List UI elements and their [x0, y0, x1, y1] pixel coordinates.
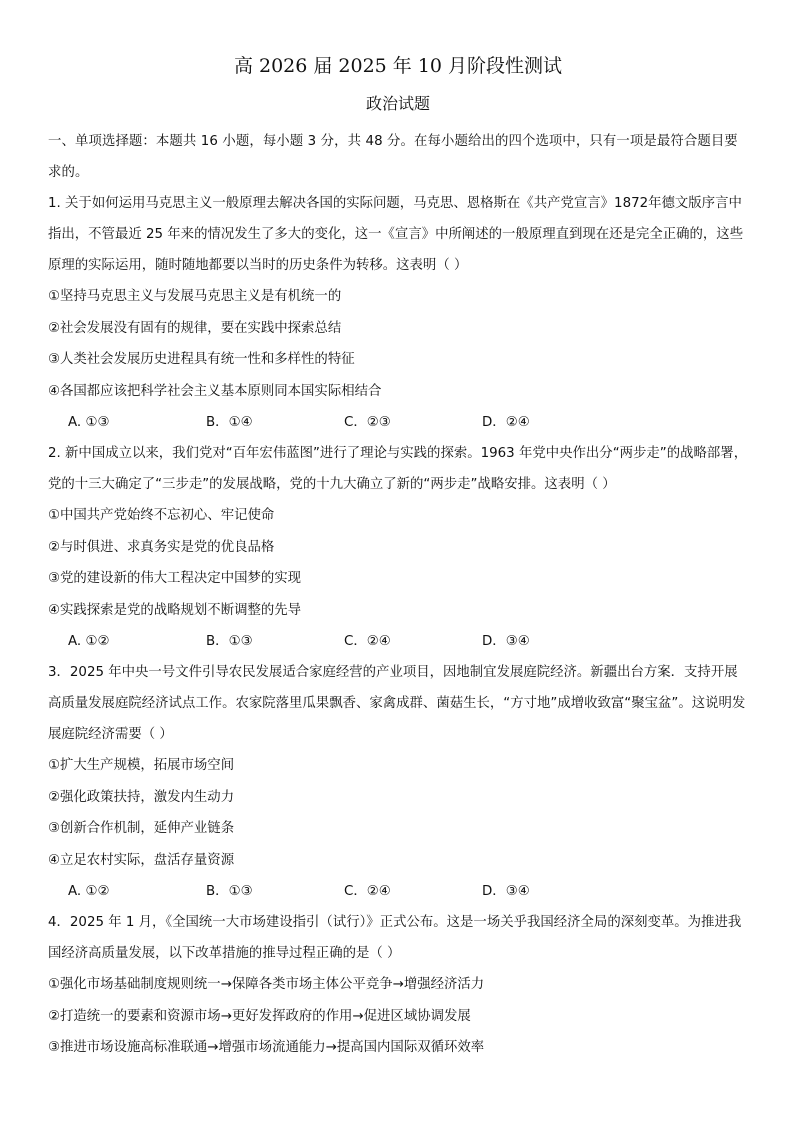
statement-option: ①强化市场基础制度规则统一→保障各类市场主体公平竞争→增强经济活力: [48, 977, 485, 992]
answer-choices: [68, 626, 748, 657]
choice-c: C．②③: [344, 415, 391, 430]
statement-option: ③人类社会发展历史进程具有统一性和多样性的特征: [48, 352, 355, 367]
statement-option: ③推进市场设施高标准联通→增强市场流通能力→提高国内国际双循环效率: [48, 1040, 485, 1055]
question-3: [48, 657, 748, 907]
choice-a: A. ①②: [68, 634, 110, 649]
choice-a: A. ①③: [68, 415, 110, 430]
statement-option: ①坚持马克思主义与发展马克思主义是有机统一的: [48, 289, 342, 304]
choice-c: C．②④: [344, 884, 391, 899]
choice-d: D．③④: [482, 884, 530, 899]
choice-b: B．①③: [206, 884, 253, 899]
question-stem: 4．2025 年 1 月，《全国统一大市场建设指引（试行）》正式公布。这是一场关乎我国经济全局的深刻变革。为推进我国经济高质量发展，以下改革措施的推导过程正确的是（ ）: [48, 915, 742, 961]
exam-page: [48, 52, 748, 1064]
question-stem: 1. 关于如何运用马克思主义一般原理去解决各国的实际问题，马克思、恩格斯在《共产党宣言》1872年德文版序言中指出，不管最近 25 年来的情况发生了多大的变化，这一《宣言》中所阐述的一般原理直到现在还是完全正确的，这些原理的实际运用，随时随地都要以当时的历史条件为转移。这表明（ ）: [48, 196, 744, 273]
answer-choices: [68, 876, 748, 907]
statement-option: ④立足农村实际，盘活存量资源: [48, 852, 235, 868]
question-2: [48, 438, 748, 657]
section-heading: 一、单项选择题：本题共 16 小题，每小题 3 分，共 48 分。在每小题给出的四个选项中，只有一项是最符合题目要求的。: [48, 134, 738, 180]
choice-b: B．①③: [206, 634, 253, 649]
statement-option: ②与时俱进、求真务实是党的优良品格: [48, 539, 275, 555]
statement-option: ①中国共产党始终不忘初心、牢记使命: [48, 508, 275, 523]
question-stem: 2. 新中国成立以来，我们党对“百年宏伟蓝图”进行了理论与实践的探索。1963 年党中央作出分“两步走”的战略部署，党的十三大确定了“三步走”的发展战略，党的十九大确立了新的“两步走”战略安排。这表明（ ）: [48, 446, 748, 492]
statement-option: ②打造统一的要素和资源市场→更好发挥政府的作用→促进区域协调发展: [48, 1008, 471, 1024]
exam-subject: 政治试题: [365, 94, 430, 113]
question-4: [48, 907, 748, 1064]
question-1: [48, 188, 748, 438]
choice-d: D．②④: [482, 415, 530, 430]
statement-option: ④实践探索是党的战略规划不断调整的先导: [48, 602, 302, 618]
choice-d: D．③④: [482, 634, 530, 649]
statement-option: ③创新合作机制，延伸产业链条: [48, 821, 235, 836]
choice-a: A. ①②: [68, 884, 110, 899]
choice-b: B．①④: [206, 415, 253, 430]
statement-option: ④各国都应该把科学社会主义基本原则同本国实际相结合: [48, 383, 382, 399]
statement-option: ②社会发展没有固有的规律，要在实践中探索总结: [48, 320, 342, 336]
question-stem: 3．2025 年中央一号文件引导农民发展适合家庭经营的产业项目，因地制宜发展庭院经济。新疆出台方案．支持开展高质量发展庭院经济试点工作。农家院落里瓜果飘香、家禽成群、菌菇生长，“方寸地”成增收致富“聚宝盆”。这说明发展庭院经济需要（ ）: [48, 665, 746, 742]
statement-option: ①扩大生产规模，拓展市场空间: [48, 758, 235, 773]
choice-c: C．②④: [344, 634, 391, 649]
answer-choices: [68, 407, 748, 438]
statement-option: ②强化政策扶持，激发内生动力: [48, 789, 235, 805]
exam-title: 高 2026 届 2025 年 10 月阶段性测试: [233, 55, 563, 77]
statement-option: ③党的建设新的伟大工程决定中国梦的实现: [48, 571, 302, 586]
